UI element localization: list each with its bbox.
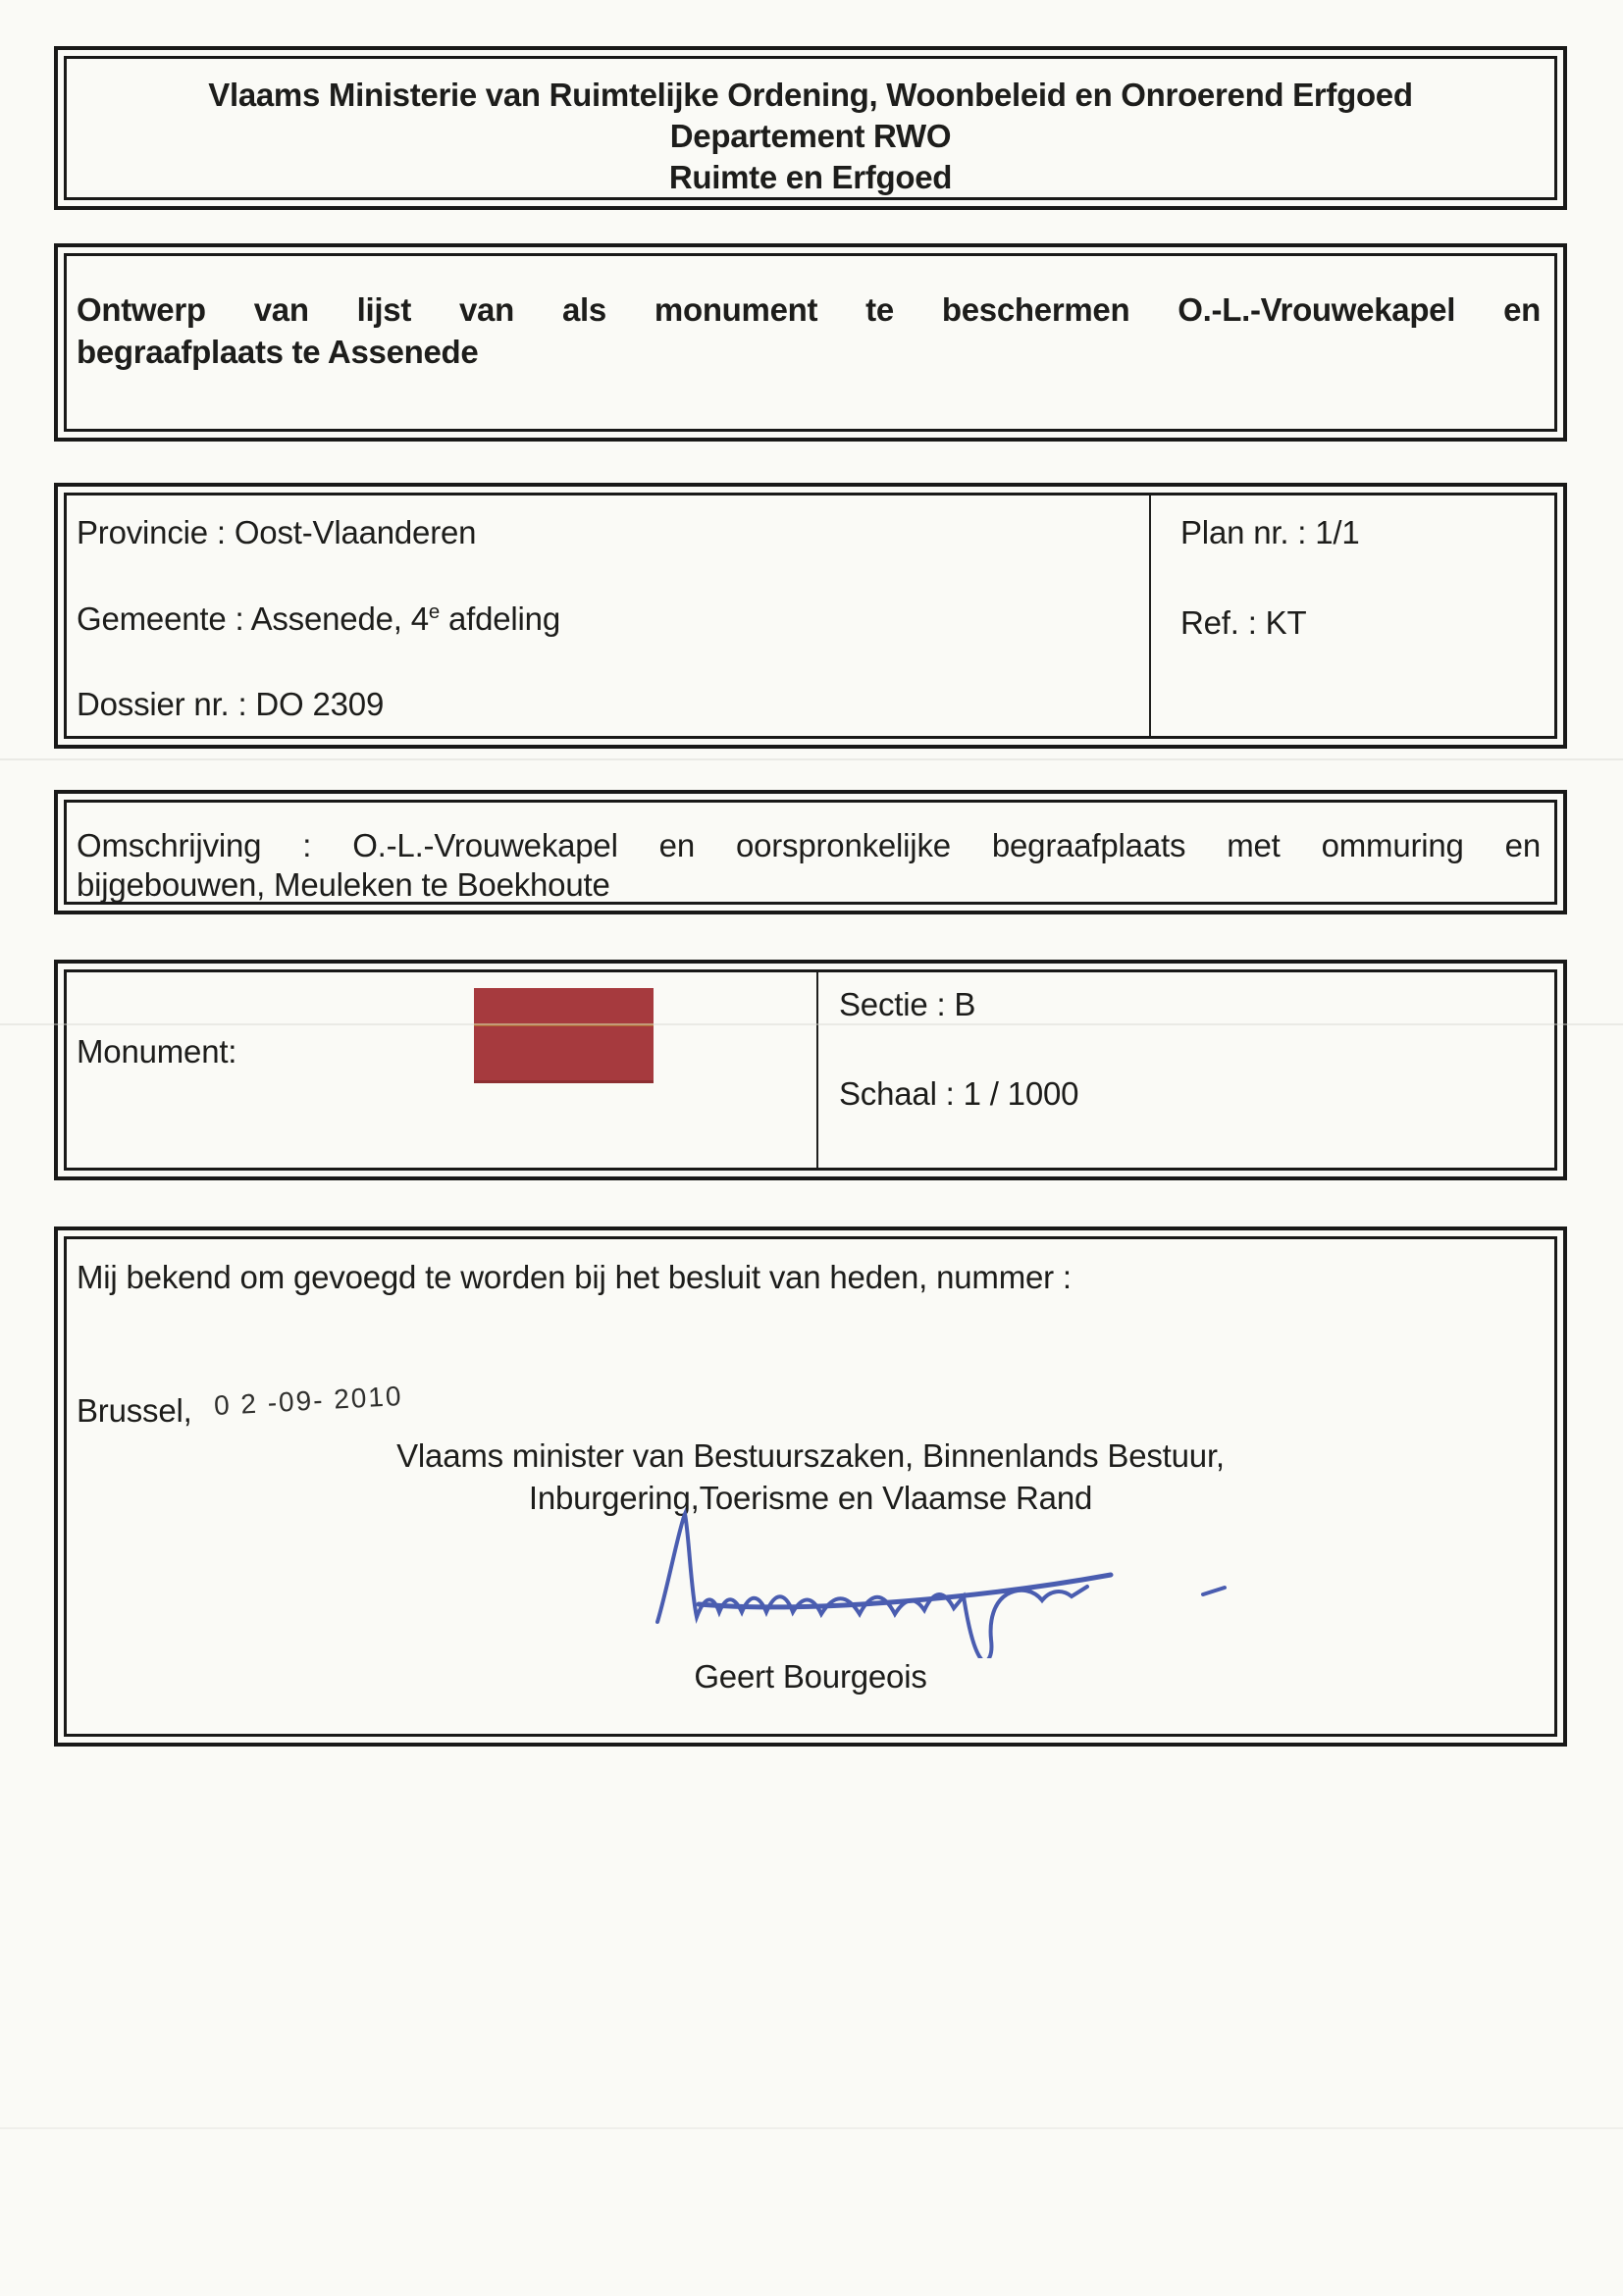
date-stamp: 0 2 -09- 2010: [212, 1380, 403, 1422]
decision-signature-box: [54, 1226, 1567, 1747]
document-title-line1: Ontwerp van lijst van als monument te beschermen O.-L.-Vrouwekapel en: [77, 291, 1541, 328]
decision-intro-text: Mij bekend om gevoegd te worden bij het besluit van heden, nummer :: [77, 1259, 1072, 1295]
monument-legend-inner: [64, 969, 1557, 1171]
location-info-box: [54, 483, 1567, 749]
location-info-right-column: [1151, 496, 1554, 736]
monument-color-swatch: [474, 988, 654, 1083]
legend-column-divider: [816, 972, 818, 1168]
ref-field: Ref. : KT: [1180, 604, 1307, 641]
signature-main-stroke: [657, 1514, 1087, 1658]
signature-scribble: [618, 1506, 1266, 1658]
dossier-field: Dossier nr. : DO 2309: [77, 686, 385, 722]
ministry-name: Vlaams Ministerie van Ruimtelijke Ordening, Woonbeleid en Onroerend Erfgoed: [208, 77, 1413, 113]
document-title-box: [54, 243, 1567, 442]
decision-signature-inner: [64, 1236, 1557, 1737]
ministry-header-box: [54, 46, 1567, 210]
description-box: [54, 790, 1567, 914]
gemeente-superscript: e: [428, 600, 441, 623]
gemeente-field: [77, 600, 1149, 639]
plan-number-field: Plan nr. : 1/1: [1180, 514, 1360, 550]
monument-legend-box: [54, 960, 1567, 1180]
signature-area: [618, 1506, 1266, 1658]
gemeente-text: Gemeente : Assenede, 4: [77, 600, 429, 637]
signature-end-dash: [1203, 1588, 1225, 1594]
monument-label: Monument:: [77, 1033, 237, 1070]
gemeente-suffix: afdeling: [440, 600, 560, 637]
ministry-header-inner: [64, 56, 1557, 200]
description-inner: [64, 800, 1557, 905]
division-name: Ruimte en Erfgoed: [668, 159, 953, 195]
sectie-field: Sectie : B: [839, 986, 976, 1022]
department-name: Departement RWO: [669, 118, 952, 154]
document-title-line2: begraafplaats te Assenede: [77, 334, 479, 370]
location-info-inner: [64, 493, 1557, 739]
description-line2: bijgebouwen, Meuleken te Boekhoute: [77, 866, 610, 903]
place-date-row: [77, 1380, 403, 1433]
document-title-inner: [64, 253, 1557, 432]
minister-title-line1: Vlaams minister van Bestuurszaken, Binnenlands Bestuur,: [396, 1437, 1225, 1474]
provincie-field: Provincie : Oost-Vlaanderen: [77, 514, 477, 550]
scan-artifact-line: [0, 758, 1623, 760]
signer-name: Geert Bourgeois: [694, 1658, 927, 1695]
city-label: Brussel,: [77, 1392, 192, 1429]
location-info-left-column: [67, 496, 1151, 736]
scan-artifact-line: [0, 1023, 1623, 1025]
minister-title-line2: Inburgering,Toerisme en Vlaamse Rand: [528, 1480, 1093, 1516]
schaal-field: Schaal : 1 / 1000: [839, 1075, 1079, 1112]
description-line1: Omschrijving : O.-L.-Vrouwekapel en oorspronkelijke begraafplaats met ommuring en: [77, 827, 1541, 863]
scan-artifact-line: [0, 2127, 1623, 2129]
